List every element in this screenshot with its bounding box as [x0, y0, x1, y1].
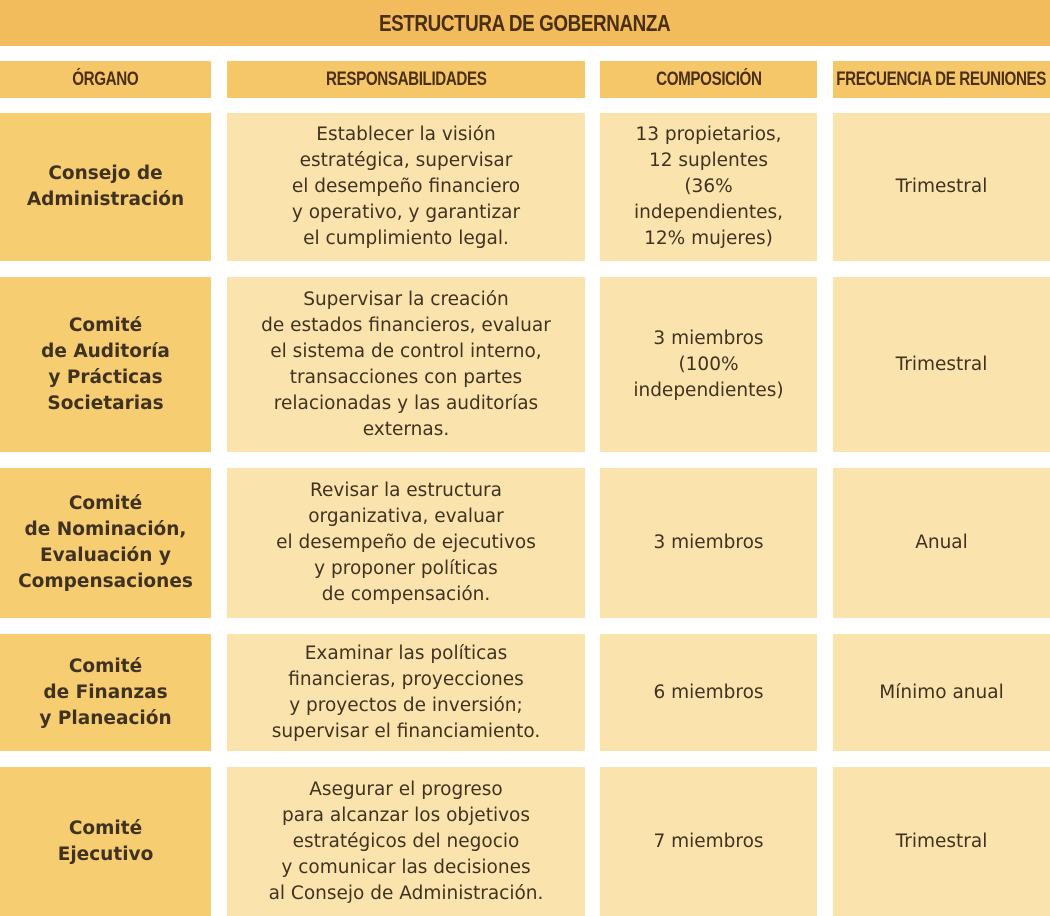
row-1-composicion: 13 propietarios, 12 suplentes (36% independientes, 12% mujeres) [600, 113, 817, 261]
header-responsabilidades [227, 61, 585, 98]
row-2-frecuencia: Trimestral [833, 277, 1050, 452]
row-3-organo: Comité de Nominación, Evaluación y Compensaciones [0, 468, 211, 618]
row-4-frecuencia: Mínimo anual [833, 634, 1050, 751]
row-5-responsabilidades: Asegurar el progreso para alcanzar los objetivos estratégicos del negocio y comunicar las decisiones al Consejo de Administración. [227, 767, 585, 916]
table-title: ESTRUCTURA DE GOBERNANZA [379, 9, 671, 36]
header-organo [0, 61, 211, 98]
header-organo-label: ÓRGANO [72, 68, 139, 90]
row-4-composicion: 6 miembros [600, 634, 817, 751]
row-3-frecuencia: Anual [833, 468, 1050, 618]
header-frecuencia-label: FRECUENCIA DE REUNIONES [836, 68, 1047, 90]
row-2-composicion: 3 miembros (100% independientes) [600, 277, 817, 452]
row-2-organo: Comité de Auditoría y Prácticas Societarias [0, 277, 211, 452]
row-4-organo: Comité de Finanzas y Planeación [0, 634, 211, 751]
header-frecuencia [833, 61, 1050, 98]
header-responsabilidades-label: RESPONSABILIDADES [325, 68, 487, 90]
header-composicion-label: COMPOSICIÓN [655, 68, 762, 90]
row-1-responsabilidades: Establecer la visión estratégica, supervisar el desempeño financiero y operativo, y garantizar el cumplimiento legal. [227, 113, 585, 261]
row-3-composicion: 3 miembros [600, 468, 817, 618]
row-1-frecuencia: Trimestral [833, 113, 1050, 261]
row-3-responsabilidades: Revisar la estructura organizativa, evaluar el desempeño de ejecutivos y proponer políticas de compensación. [227, 468, 585, 618]
row-5-composicion: 7 miembros [600, 767, 817, 916]
row-5-organo: Comité Ejecutivo [0, 767, 211, 916]
row-2-responsabilidades: Supervisar la creación de estados financieros, evaluar el sistema de control interno, transacciones con partes relacionadas y las auditorías externas. [227, 277, 585, 452]
table-title-bar [0, 0, 1050, 46]
row-1-organo: Consejo de Administración [0, 113, 211, 261]
row-4-responsabilidades: Examinar las políticas financieras, proyecciones y proyectos de inversión; supervisar el financiamiento. [227, 634, 585, 751]
header-composicion [600, 61, 817, 98]
row-5-frecuencia: Trimestral [833, 767, 1050, 916]
